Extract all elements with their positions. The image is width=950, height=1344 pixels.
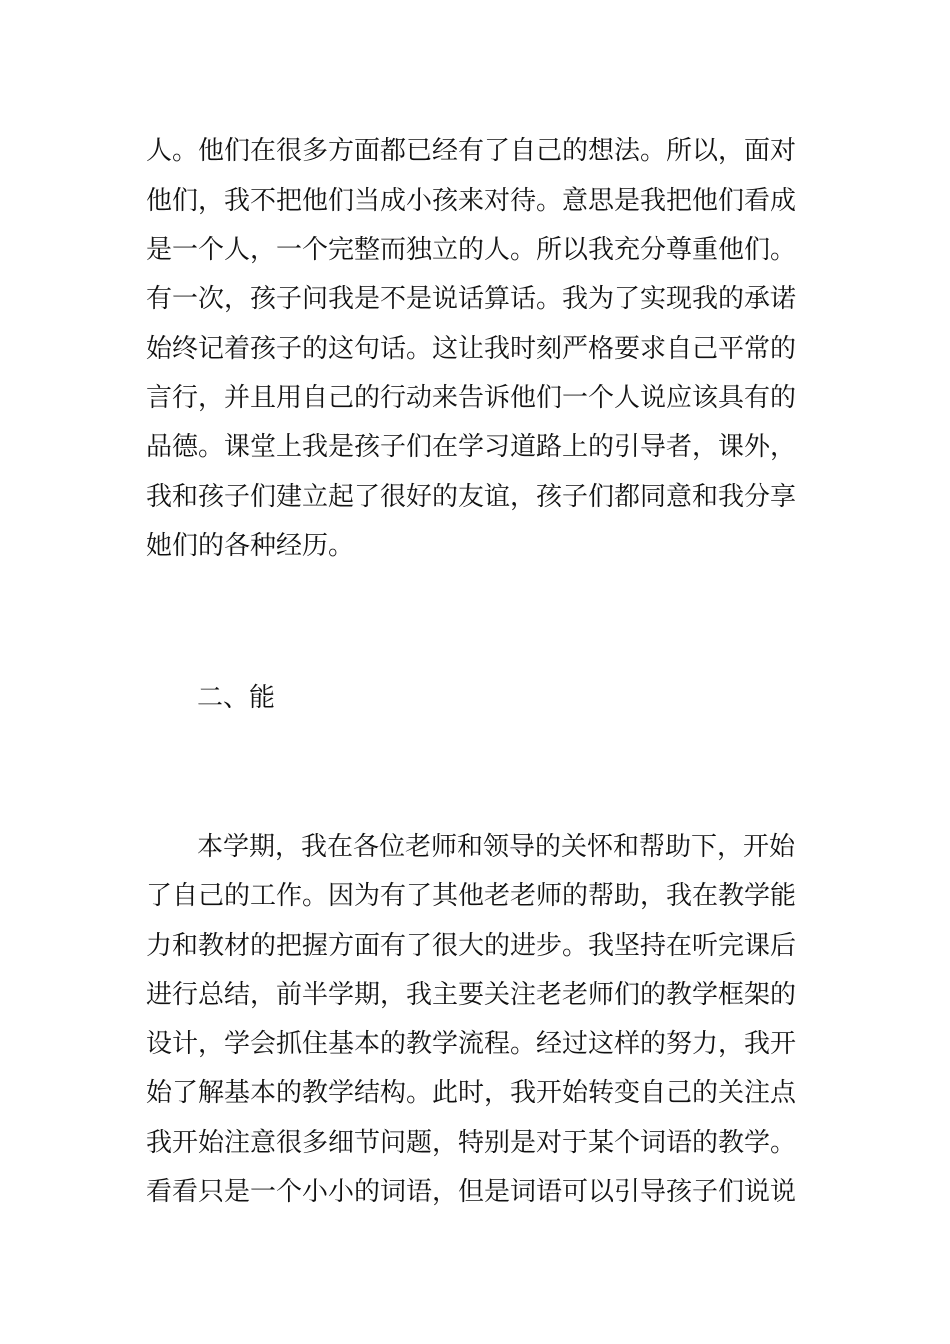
paragraph-1-line: 人。他们在很多方面都已经有了自己的想法。所以，面对: [146, 136, 797, 166]
paragraph-2-line: 看看只是一个小小的词语，但是词语可以引导孩子们说说: [146, 1177, 797, 1207]
paragraph-1-line: 品德。课堂上我是孩子们在学习道路上的引导者，课外，: [146, 432, 797, 462]
paragraph-2-line: 本学期，我在各位老师和领导的关怀和帮助下，开始: [197, 832, 796, 862]
paragraph-1-line: 有一次，孩子问我是不是说话算话。我为了实现我的承诺: [146, 284, 797, 314]
paragraph-1-line: 他们，我不把他们当成小孩来对待。意思是我把他们看成: [146, 186, 797, 216]
paragraph-1-line: 言行，并且用自己的行动来告诉他们一个人说应该具有的: [146, 383, 797, 413]
paragraph-2-line: 力和教材的把握方面有了很大的进步。我坚持在听完课后: [146, 931, 797, 961]
paragraph-2-line: 始了解基本的教学结构。此时，我开始转变自己的关注点: [146, 1078, 797, 1108]
paragraph-1-line: 她们的各种经历。: [146, 531, 355, 561]
paragraph-2-line: 了自己的工作。因为有了其他老老师的帮助，我在教学能: [146, 881, 797, 911]
paragraph-2-line: 我开始注意很多细节问题，特别是对于某个词语的教学。: [146, 1128, 797, 1158]
paragraph-2-line: 进行总结，前半学期，我主要关注老老师们的教学框架的: [146, 980, 797, 1010]
paragraph-1-line: 是一个人，一个完整而独立的人。所以我充分尊重他们。: [146, 235, 797, 265]
paragraph-1-line: 始终记着孩子的这句话。这让我时刻严格要求自己平常的: [146, 334, 797, 364]
section-heading: 二、能: [197, 683, 276, 713]
paragraph-2-line: 设计，学会抓住基本的教学流程。经过这样的努力，我开: [146, 1029, 797, 1059]
paragraph-1-line: 我和孩子们建立起了很好的友谊，孩子们都同意和我分享: [146, 482, 797, 512]
